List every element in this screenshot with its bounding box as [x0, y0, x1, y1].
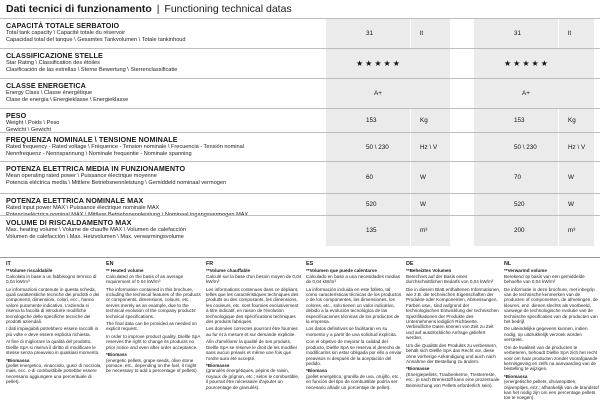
cell-divider	[410, 194, 411, 216]
cell-divider	[558, 162, 559, 194]
notes-paragraph: Los datos definitivos se facilitarán en su momento y a partir de una solicitud explícita.	[306, 326, 397, 337]
biomass-heading: *Biomassa	[6, 357, 30, 363]
notes-paragraph: Al fine di migliorare la qualità del prodotto, Diellle SpA si riserva il diritto di modificare le stesse senza preavviso in qualsiasi momento.	[6, 339, 100, 356]
notes-heading: **Volumen que puede calentarse	[306, 268, 377, 274]
value-cell-model-1	[326, 162, 450, 194]
spec-subtitle: Clasificación de las estrellas \ Sterne Bewertung \ Sterrenclassificatie	[6, 66, 178, 73]
value-cell-model-2	[474, 19, 594, 49]
title-separator: |	[156, 3, 160, 15]
spec-subtitle: Total tank capacity \ Capacité totale du réservoir	[6, 30, 126, 36]
spec-subtitle: Capacidad total del tanque \ Gesamtes Tankvolumen \ Totale tankinhoud	[6, 36, 186, 43]
spec-unit: m³	[420, 227, 428, 234]
spec-label	[6, 21, 324, 43]
value-cell-model-1	[326, 216, 450, 246]
notes-paragraph: The final data can be provided as needed on explicit request.	[106, 321, 197, 332]
notes-column-fr	[206, 262, 302, 392]
language-code: EN	[106, 261, 114, 267]
spec-value: 60	[366, 174, 374, 181]
value-cell-model-2	[474, 79, 594, 109]
notes-paragraph: Berechnet auf der Basis eines durchschnittlichen Bedarfs von 0,04 kW/m³	[406, 273, 494, 285]
spec-row-tank-capacity	[0, 18, 600, 48]
spec-unit: W	[568, 174, 574, 181]
star-rating-value: ★★★★★	[504, 59, 550, 68]
notes-column-en	[106, 262, 202, 376]
biomass-heading: *Biomass	[106, 352, 127, 358]
page-title	[6, 3, 292, 15]
spec-value: 50 \ 230	[514, 143, 537, 151]
language-code: NL	[504, 261, 512, 267]
notes-paragraph: Um die Qualität des Produkts zu verbessern, behält sich Diellle SpA das Recht vor, diese ohne vorherige Ankündigung und auch nach Annahme der Bestellung zu ändern.	[406, 342, 498, 364]
spec-row-heating-volume	[0, 215, 600, 245]
cell-divider	[558, 19, 559, 49]
notes-heading: **Verwarmd volume	[504, 268, 547, 274]
biomass-note: (granulés énergétiques, pépins de raisin, noyaux de grignon, etc.; selon le combustible, il pourrait être nécessaire d'ajouter un pourcentage de granulés).	[206, 368, 300, 390]
spec-value: 200	[514, 227, 525, 234]
spec-value: A+	[374, 90, 382, 97]
biomass-note: (pellet energetico, vinacciolo, gusci di nocciola, mais, ecc. o di combustibile potrebbe essere necessario aggiungere una percentuale di pellet).	[6, 362, 102, 385]
notes-paragraph: I dati impiegabili potrebbero essere raccolti in più volte e deve essere esplicita richiesta.	[6, 326, 99, 337]
spec-unit: m³	[568, 227, 576, 234]
spec-unit: lt	[420, 30, 424, 37]
spec-heading: POTENZA ELETTRICA NOMINALE MAX	[6, 196, 144, 205]
value-cell-model-2	[474, 109, 594, 133]
biomass-note: (energetic pellets, grape seeds, olive stone pomace, etc., depending on the fuel, it might be necessary to add a percentage of pellets).	[106, 357, 198, 374]
notes-heading: **Volume chauffable	[206, 268, 251, 274]
biomass-note: (pellet energético, granilla de uva, orujillo, etc., en función del tipo de combustible podría ser necesario añadir un porcentaje de pellet).	[306, 373, 401, 390]
value-cell-model-2	[474, 216, 594, 246]
spec-subtitle: Nennfrequenz - Nennspannung \ Nominale frequentie - Nominale spanning	[6, 150, 192, 157]
spec-subtitle: Clase de energía \ Energieklasse \ Energieklasse	[6, 96, 129, 103]
cell-divider	[410, 162, 411, 194]
spec-label	[6, 81, 324, 103]
spec-subtitle: Mean operating rated power \ Puissance électrique moyenne	[6, 173, 157, 179]
spec-value: A+	[522, 90, 530, 97]
spec-heading: FREQUENZA NOMINALE \ TENSIONE NOMINALE	[6, 135, 178, 144]
value-cell-model-1	[326, 194, 450, 216]
biomass-heading: *Biomasse	[406, 366, 430, 372]
spec-subtitle: Rated input power MAX \ Puissance électrique nominale MAX	[6, 205, 160, 211]
spec-value: 153	[366, 117, 377, 124]
notes-paragraph: Berekend op basis van een gemiddelde behoefte van 0,04 kW/m³	[504, 273, 585, 285]
spec-value: 50 \ 230	[366, 143, 389, 151]
spec-value: 153	[514, 117, 525, 124]
value-cell-model-1	[326, 49, 450, 79]
cell-divider	[558, 216, 559, 246]
star-rating-value: ★★★★★	[356, 59, 402, 68]
notes-heading: ** Heated volume	[106, 268, 144, 274]
notes-section	[0, 257, 600, 419]
biomass-heading: *Biomasse	[206, 362, 230, 368]
value-cell-model-2	[474, 162, 594, 194]
notes-paragraph: Calculé sur la base d'un besoin moyen de 0,04 kW/m³	[206, 273, 302, 285]
spec-subtitle: Star Rating \ Classification des étoiles	[6, 60, 100, 66]
notes-paragraph: Die in diesem Blatt enthaltenen Informationen, wie z.B. die technischen Eigenschaften der Produkte oder Komponenten, Abmessungen, Farben usw., sind aufgrund der technologischen Entwicklung der technischen Spezifikationen der Produkte des Unternehmens lediglich Richtwerte. Verbindliche Daten können von Zeit zu Zeit und auf ausdrückliche Anfrage geliefert werden.	[406, 286, 501, 341]
spec-value: 31	[366, 30, 374, 37]
language-code: FR	[206, 261, 214, 267]
value-cell-model-2	[474, 194, 594, 216]
notes-paragraph: Calculated on the basis of an average requirement of 0.04 kW/m³	[106, 273, 184, 285]
spec-subtitle: Potenciaeléctrica nominal MAX \ Mittlere Betriebsnennleistung \ Nominaal ingangsvermogen MAX	[6, 211, 249, 218]
spec-label	[6, 164, 324, 186]
spec-unit: W	[420, 201, 426, 208]
spec-heading: CLASSE ENERGETICA	[6, 81, 86, 90]
value-cell-model-2	[474, 133, 594, 162]
notes-paragraph: De uiteindelijke gegevens kunnen, indien nodig, op uitdrukkelijk verzoek worden verstrekt.	[504, 326, 588, 343]
notes-column-es	[306, 262, 402, 392]
notes-paragraph: Calculado en base a una necesidades medias de 0,04 kW/m³	[306, 273, 400, 285]
notes-paragraph: In order to improve product quality, Diellle SpA reserves the right to change its products no prior notice and even after order acceptance.	[106, 333, 201, 350]
notes-heading: **Beheiztes Volumen	[406, 268, 452, 274]
spec-row-star-rating	[0, 48, 600, 78]
spec-subtitle: Potencia eléctrica media \ Mittlere Betriebsnennleistung \ Gemiddeld nominaal vermogen	[6, 179, 227, 186]
spec-subtitle: Gewicht \ Gewicht	[6, 126, 52, 133]
spec-unit: W	[568, 201, 574, 208]
notes-paragraph: De informatie in deze brochure, met inbegrip van de technische kenmerken van de producten of componenten, de afmetingen, de kleuren, enz. dienen slechts als voorbeeld, vanwege de technologische evolutie van de technische specificaties van de producten van het bedrijf.	[504, 286, 598, 325]
spec-row-weight	[0, 108, 600, 132]
spec-unit: Hz \ V	[568, 143, 586, 151]
spec-value: 70	[514, 174, 522, 181]
spec-label	[6, 111, 324, 133]
notes-paragraph: Les informations contenues dans ce dépliant, telles que les caractéristiques techniques des produits ou des composants, les dimensions, les couleurs, etc. sont fournies exclusivement à titre indicatif, en raison de l'évolution technologique des spécifications techniques des produits fabriqués.	[206, 286, 299, 325]
cell-divider	[410, 133, 411, 162]
spec-heading: CLASSIFICAZIONE STELLE	[6, 51, 103, 60]
notes-paragraph: Om de kwaliteit van de producten te verbeteren, behoudt Diellle SpA zich het recht voor om haar producten zonder voorafgaande kennisgeving en zelfs na aanvaarding van de bestelling te wijzigen.	[504, 344, 598, 372]
spec-value: 520	[366, 201, 377, 208]
spec-label	[6, 135, 324, 157]
spec-heading: VOLUME DI RISCALDAMENTO MAX	[6, 218, 132, 227]
notes-paragraph: La información incluida en este folleto, tal como características técnicas de los productos o de los componentes, las dimensiones, los colores, etc., solo tienen un valor indicativo, debido a la evolución tecnológica de las especificaciones técnicas de los productos de la empresa.	[306, 286, 402, 325]
notes-paragraph: Afin d'améliorer la qualité de ses produits, Diellle SpA se réserve le droit de les modifier sans aucun préavis et même une fois que l'ordre aura été accepté.	[206, 339, 298, 361]
spec-row-frequency-voltage	[0, 132, 600, 161]
value-cell-model-1	[326, 79, 450, 109]
spec-unit: Kg	[568, 117, 576, 124]
cell-divider	[558, 133, 559, 162]
notes-paragraph: Les données correctes pourront être fournies au fur et à mesure et sur demande explicite.	[206, 326, 298, 337]
notes-paragraph: Con el objetivo de mejorar la calidad del producto, Diellle SpA se reserva el derecho de modificarlos sin estar obligada por ello a enviar preavisos ni después de la aceptación del pedido.	[306, 339, 402, 366]
spec-row-energy-class	[0, 78, 600, 108]
spec-subtitle: Energy Class \ Classe énergétique	[6, 90, 93, 96]
notes-column-de	[406, 262, 502, 390]
spec-subtitle: Weight \ Poids \ Peso	[6, 120, 60, 126]
spec-value: 520	[514, 201, 525, 208]
spec-row-mean-power	[0, 161, 600, 193]
cell-divider	[410, 19, 411, 49]
value-cell-model-1	[326, 19, 450, 49]
value-cell-model-1	[326, 133, 450, 162]
language-code: IT	[6, 261, 11, 267]
spec-value: 135	[366, 227, 377, 234]
cell-divider	[558, 194, 559, 216]
spec-unit: Kg	[420, 117, 428, 124]
spec-subtitle: Volumen de calefacción \ Max. Heizvolumen \ Max. verwarmingsvolume	[6, 233, 184, 240]
spec-label	[6, 51, 324, 73]
language-code: DE	[406, 261, 414, 267]
notes-paragraph: Calcolato in base a un fabbisogno termico di 0,04 kW/m³	[6, 273, 97, 285]
spec-label	[6, 218, 324, 240]
biomass-heading: *Biomassa	[504, 373, 528, 379]
value-cell-model-1	[326, 109, 450, 133]
spec-value: 31	[514, 30, 522, 37]
notes-heading: **Volume riscaldabile	[6, 268, 53, 274]
notes-paragraph: The information contained in this brochure, including the technical features of the products or components, dimensions, colours, etc., serves merely as an example, due to the technical evolution of the company products' technical specifications.	[106, 286, 201, 319]
notes-column-it	[6, 262, 102, 387]
spec-heading: PESO	[6, 111, 27, 120]
title-main: Dati tecnici di funzionamento	[6, 3, 152, 15]
spec-subtitle: Max. heating volume \ Volume de chauffe MAX \ Volumen de calefacción	[6, 227, 186, 233]
biomass-note: (Energiepellets, Traubenkerne, Tresterreste, etc.; je nach Brennstoff kann eine prozentuale Beimischung von Pellets erforderlich sein).	[406, 371, 500, 388]
title-subtitle: Functioning technical datas	[164, 3, 292, 15]
spec-heading: CAPACITÀ TOTALE SERBATOIO	[6, 21, 120, 30]
spec-row-max-power	[0, 193, 600, 218]
language-code: ES	[306, 261, 314, 267]
biomass-note: (energetische pellets, druivenpitten, olijvenpitjes, enz.; afhankelijk van de brandstof kan het nodig zijn om een percentage pellets toe te voegen).	[504, 379, 599, 401]
spec-subtitle: Rated frequency - Rated voltage \ Fréquence - Tension nominale \ Frecuencia - Tensión nominal	[6, 144, 244, 150]
cell-divider	[410, 216, 411, 246]
spec-unit: Hz \ V	[420, 143, 438, 151]
spec-heading: POTENZA ELETTRICA MEDIA IN FUNZIONAMENTO	[6, 164, 186, 173]
cell-divider	[410, 109, 411, 133]
notes-paragraph: Le informazioni contenute in questa scheda, quali caratteristiche tecniche dei prodotti o dei componenti, dimensioni, colori, ecc., hanno valore puramente indicativo. L'azienda si riserva la facoltà di introdurre modifiche tecnologiche delle specifiche tecniche dei prodotti aziendali.	[6, 286, 100, 325]
cell-divider	[558, 109, 559, 133]
spec-unit: W	[420, 174, 426, 181]
notes-column-nl	[504, 262, 600, 403]
spec-unit: lt	[568, 30, 572, 37]
value-cell-model-2	[474, 49, 594, 79]
biomass-heading: *Biomasa	[306, 368, 327, 374]
